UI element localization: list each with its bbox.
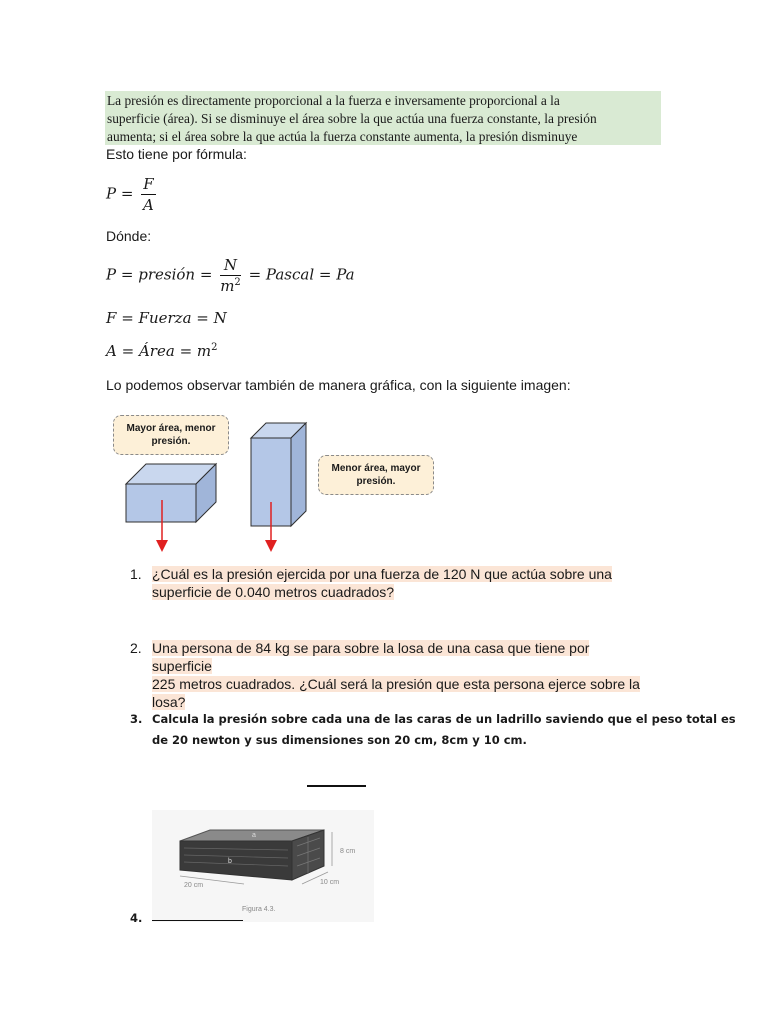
question-1-number: 1. <box>130 566 142 582</box>
a-exponent: 2 <box>211 342 218 353</box>
brick-caption: Figura 4.3. <box>242 906 276 913</box>
callout-right-line-2: presión. <box>356 476 396 487</box>
force-definition: F = Fuerza = N <box>106 309 227 327</box>
formula-lhs: P <box>106 184 117 203</box>
answer-rule <box>307 785 366 787</box>
question-2-number: 2. <box>130 640 142 656</box>
pressure-definition: P = presión = $\frac{N}{m^2}$ = Pascal = Pa <box>106 256 355 295</box>
question-2-line-2: 225 metros cuadrados. ¿Cuál será la presión que esta persona ejerce sobre la <box>152 676 640 692</box>
question-3-number: 3. <box>130 712 143 726</box>
a-symbol: A <box>106 342 117 360</box>
area-definition: A = Área = $m^2$ <box>106 342 218 360</box>
question-1-line-2: superficie de 0.040 metros cuadrados? <box>152 584 395 600</box>
p-unit-symbol: Pa <box>336 265 355 284</box>
p-unit-name: Pascal <box>265 265 315 284</box>
brick-dim-width: 20 cm <box>184 882 204 889</box>
p-unit-numerator: N <box>220 256 241 276</box>
p-symbol: P <box>106 265 117 284</box>
intro-line-3: aumenta; si el área sobre la que actúa la fuerza constante aumenta, la presión disminuye <box>107 129 578 144</box>
f-symbol: F <box>106 309 117 327</box>
f-unit: N <box>213 309 227 327</box>
question-4-number: 4. <box>130 911 143 925</box>
question-3 <box>130 709 736 751</box>
brick-figure <box>152 810 374 922</box>
callout-left-line-2: presión. <box>151 436 191 447</box>
callout-left-line-1: Mayor área, menor <box>126 423 216 434</box>
question-1 <box>130 565 650 601</box>
question-4-answer-line <box>152 920 243 921</box>
p-unit-exponent: 2 <box>234 277 241 288</box>
svg-text:b: b <box>228 858 232 865</box>
a-word: Área <box>138 342 175 360</box>
p-unit-base: m <box>220 277 235 295</box>
callout-right-line-1: Menor área, mayor <box>331 463 421 474</box>
question-2 <box>130 639 650 711</box>
question-2-line-3: losa? <box>152 694 186 710</box>
formula-denominator: A <box>143 196 154 214</box>
f-word: Fuerza <box>138 309 192 327</box>
question-1-line-1: ¿Cuál es la presión ejercida por una fuerza de 120 N que actúa sobre una <box>152 566 612 582</box>
question-2-line-1: Una persona de 84 kg se para sobre la losa de una casa que tiene por superficie <box>152 640 590 674</box>
brick-dim-height: 8 cm <box>340 848 356 855</box>
main-formula: P = $\frac{F}{A}$ <box>106 175 154 214</box>
formula-numerator: F <box>143 175 154 193</box>
question-3-line-2: de 20 newton y sus dimensiones son 20 cm, 8cm y 10 cm. <box>152 733 527 747</box>
formula-label: Esto tiene por fórmula: <box>106 146 247 162</box>
p-word: presión <box>138 265 196 284</box>
question-3-line-1: Calcula la presión sobre cada una de las caras de un ladrillo saviendo que el peso total es <box>152 712 736 726</box>
intro-line-2: superficie (área). Si se disminuye el área sobre la que actúa una fuerza constante, la presión <box>107 111 597 126</box>
intro-line-1: La presión es directamente proporcional a la fuerza e inversamente proporcional a la <box>107 93 560 108</box>
a-unit: m <box>196 342 212 360</box>
svg-text:a: a <box>252 832 256 839</box>
donde-label: Dónde: <box>106 228 152 244</box>
brick-dim-depth: 10 cm <box>320 879 340 886</box>
graphic-intro: Lo podemos observar también de manera gráfica, con la siguiente imagen: <box>106 377 571 393</box>
tall-block <box>251 423 306 526</box>
question-4 <box>130 908 142 929</box>
wide-block <box>126 464 216 522</box>
